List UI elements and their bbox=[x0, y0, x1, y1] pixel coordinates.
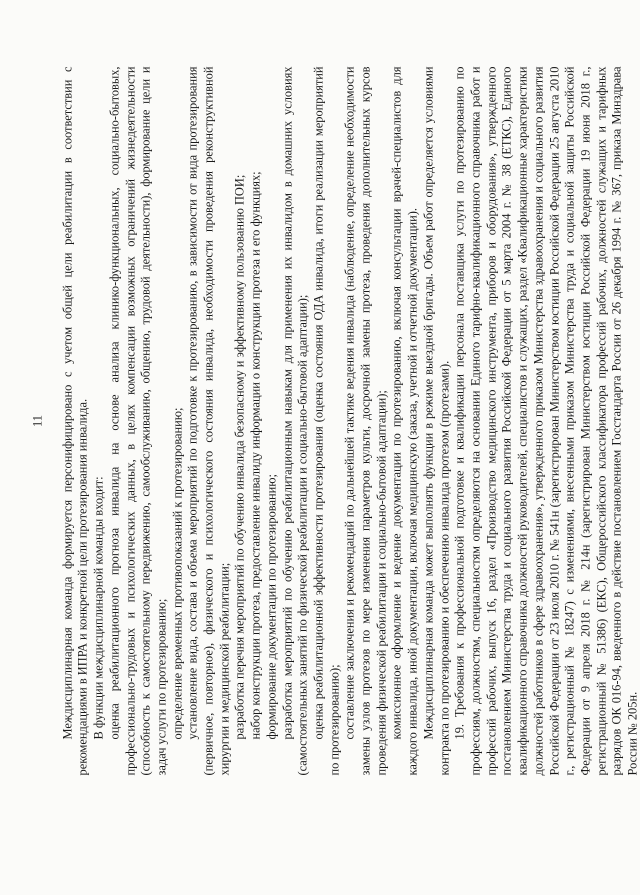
paragraph-section-19: 19. Требования к профессиональной подготовке и квалификации персонала поставщика услуги по протезированию по профессиям, должностям, специальностям определяются на основании Единого тарифно-квалификационного справочника работ и профессий рабочих, выпуск 16, раздел «Производство медицинского инструмента, приборов и оборудования», утвержденного постановлением Министерства труда и социального развития Российской Федерации от 5 марта 2004 г. № 38 (ЕТКС), Единого квалификационного справочника должностей руководителей, специалистов и служащих, раздел «Квалификационные характеристики должностей работников в сфере здравоохранения», утвержденного приказом Министерства здравоохранения и социального развития Российской Федерации от 23 июля 2010 г. № 541н (зарегистрирован Министерством юстиции Российской Федерации 25 августа 2010 г., регистрационный № 18247) с изменениями, внесенными приказом Министерства труда и социальной защиты Российской Федерации от 9 апреля 2018 г. № 214н (зарегистрирован Министерством юстиции Российской Федерации 19 июня 2018 г., регистрационный № 51386) (ЕКС), Общероссийского классификатора профессий рабочих, должностей служащих и тарифных разрядов ОК 016-94, введенного в действие постановлением Госстандарта России от 26 декабря 1994 г. № 367, приказа Минздрава России № 205н. bbox=[452, 66, 640, 775]
paragraph-team-formation: Междисциплинарная команда формируется персонифицировано с учетом общей цели реабилитации в соответствии с рекомендациями в ИПРА и конкретной цели протезирования инвалида. bbox=[59, 66, 90, 775]
paragraph-preparation-measures: установление вида, состава и объема мероприятий по подготовке к протезированию, в зависимости от вида протезирования (первичное, повторное), физического и психологического состояния инвалида, необходимости проведения реконструктивной хирургии и медицинской реабилитации; bbox=[185, 66, 231, 775]
paragraph-rehab-prognosis: оценка реабилитационного прогноза инвалида на основе анализа клинико-функциональных, социально-бытовых, профессионально-трудовых и психологических данных, в целях компенсации возможных ограничений жизнедеятельности (способность к самостоятельному передвижению, самообслуживанию, общению, трудовой деятельности), формирование цели и задач услуги по протезированию; bbox=[106, 66, 168, 775]
document-body bbox=[60, 66, 640, 775]
paragraph-effectiveness: оценка реабилитационной эффективности протезирования (оценка состояния ОДА инвалида, итоги реализации мероприятий по протезированию); bbox=[310, 66, 341, 775]
paragraph-contraindications: определение временных противопоказаний к протезированию; bbox=[169, 407, 184, 739]
paragraph-mobile-team: Междисциплинарная команда может выполнять функции в режиме выездной бригады. Объем работ определяется условиями контракта по протезированию и обеспечению инвалида протезом (протезами). bbox=[420, 66, 451, 775]
paragraph-prosthesis-design: набор конструкции протеза, предоставление инвалиду информации о конструкции протеза и его функциях; bbox=[248, 170, 263, 739]
paragraph-documentation: формирование документации по протезированию; bbox=[263, 473, 278, 739]
paragraph-commission: комиссионное оформление и ведение документации по протезированию, включая консультации врачей-специалистов для каждого инвалида, иной документации, включая медицинскую (заказа, учетной и отчетной документации). bbox=[389, 66, 420, 775]
paragraph-conclusion: составление заключения и рекомендаций по дальнейшей тактике ведения инвалида (наблюдение, определение необходимости замены узлов протезов по мере изменения параметров культи, досрочной замены протеза, проведения дополнительных курсов проведения физической реабилитации и социально-бытовой адаптации); bbox=[342, 66, 388, 775]
paragraph-training-list: разработка перечня мероприятий по обучению инвалида безопасному и эффективному пользованию ПОИ; bbox=[232, 174, 247, 739]
page-number: 11 bbox=[30, 414, 44, 427]
paragraph-home-skills: разработка мероприятий по обучению реабилитационным навыкам для применения их инвалидом в домашних условиях (самостоятельных занятий по физической реабилитации и социально-бытовой адаптации); bbox=[279, 66, 310, 775]
paragraph-team-functions-intro: В функции междисциплинарной команды входит: bbox=[91, 475, 106, 739]
